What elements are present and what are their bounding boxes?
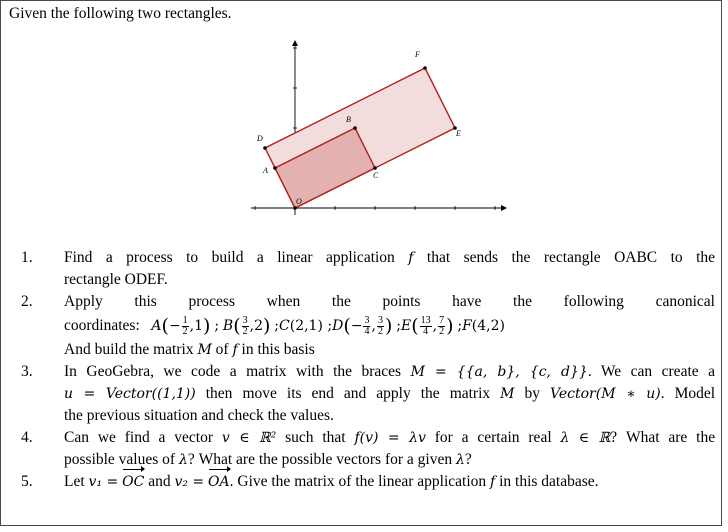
label-B: B [346, 115, 351, 124]
question-2-line-1: Apply this process when the points have the following canonical [64, 293, 715, 310]
intro-text: Given the following two rectangles. [9, 5, 232, 22]
label-F-top: F [415, 50, 420, 59]
question-4 [21, 427, 715, 471]
question-4-line-1: Can we find a vector v ∈ ℝ² such that f(v) = λv for a certain real λ ∈ ℝ? What are the [64, 429, 716, 446]
question-number: 1. [21, 249, 33, 266]
y-axis-arrow [292, 40, 298, 46]
rectangles-figure [249, 35, 509, 217]
label-E: E [456, 129, 461, 138]
x-axis-arrow [501, 205, 507, 211]
question-1-line-1: Find a process to build a linear application f that sends the rectangle OABC to the [64, 249, 716, 266]
vector-OC: OC [122, 471, 144, 493]
question-5-line-1: Let v₁ = OC and v₂ = OA. Give the matrix of the linear application f in this database. [64, 473, 599, 490]
question-4-line-2: possible values of λ? What are the possible vectors for a given λ? [64, 451, 472, 468]
question-2 [21, 291, 715, 361]
question-number: 4. [21, 429, 33, 446]
question-5 [21, 471, 715, 493]
vector-OA: OA [208, 471, 230, 493]
question-number: 5. [21, 473, 33, 490]
question-3-line-1: In GeoGebra, we code a matrix with the braces M = {{a, b}, {c, d}}. We can create a [64, 363, 715, 380]
question-2-coordinates: coordinates: A(− $\frac{1}{2}$ ,1) ; B( $\frac{3}{2}$ ,2) ;C(2,1) ;D(− $\frac{3}{4}$ , $\frac{3}{2}$ ) ;E( $\frac{13}{4}$ , $\frac{7}{2}$ ) ;F(4,2) [64, 314, 505, 337]
question-3 [21, 361, 715, 427]
question-number: 2. [21, 293, 33, 310]
label-C: C [373, 171, 379, 180]
question-3-line-3: the previous situation and check the values. [64, 407, 334, 424]
question-list [21, 247, 715, 493]
label-D: D [257, 134, 263, 143]
question-3-line-2: u = Vector((1,1)) then move its end and apply the matrix M by Vector(M ∗ u). Model [64, 385, 716, 402]
question-1 [21, 247, 715, 291]
question-1-line-2: rectangle ODEF. [64, 271, 168, 288]
label-O: O [296, 197, 302, 206]
label-A: A [263, 166, 268, 175]
question-2-line-3: And build the matrix M of f in this basis [64, 341, 315, 358]
question-number: 3. [21, 363, 33, 380]
